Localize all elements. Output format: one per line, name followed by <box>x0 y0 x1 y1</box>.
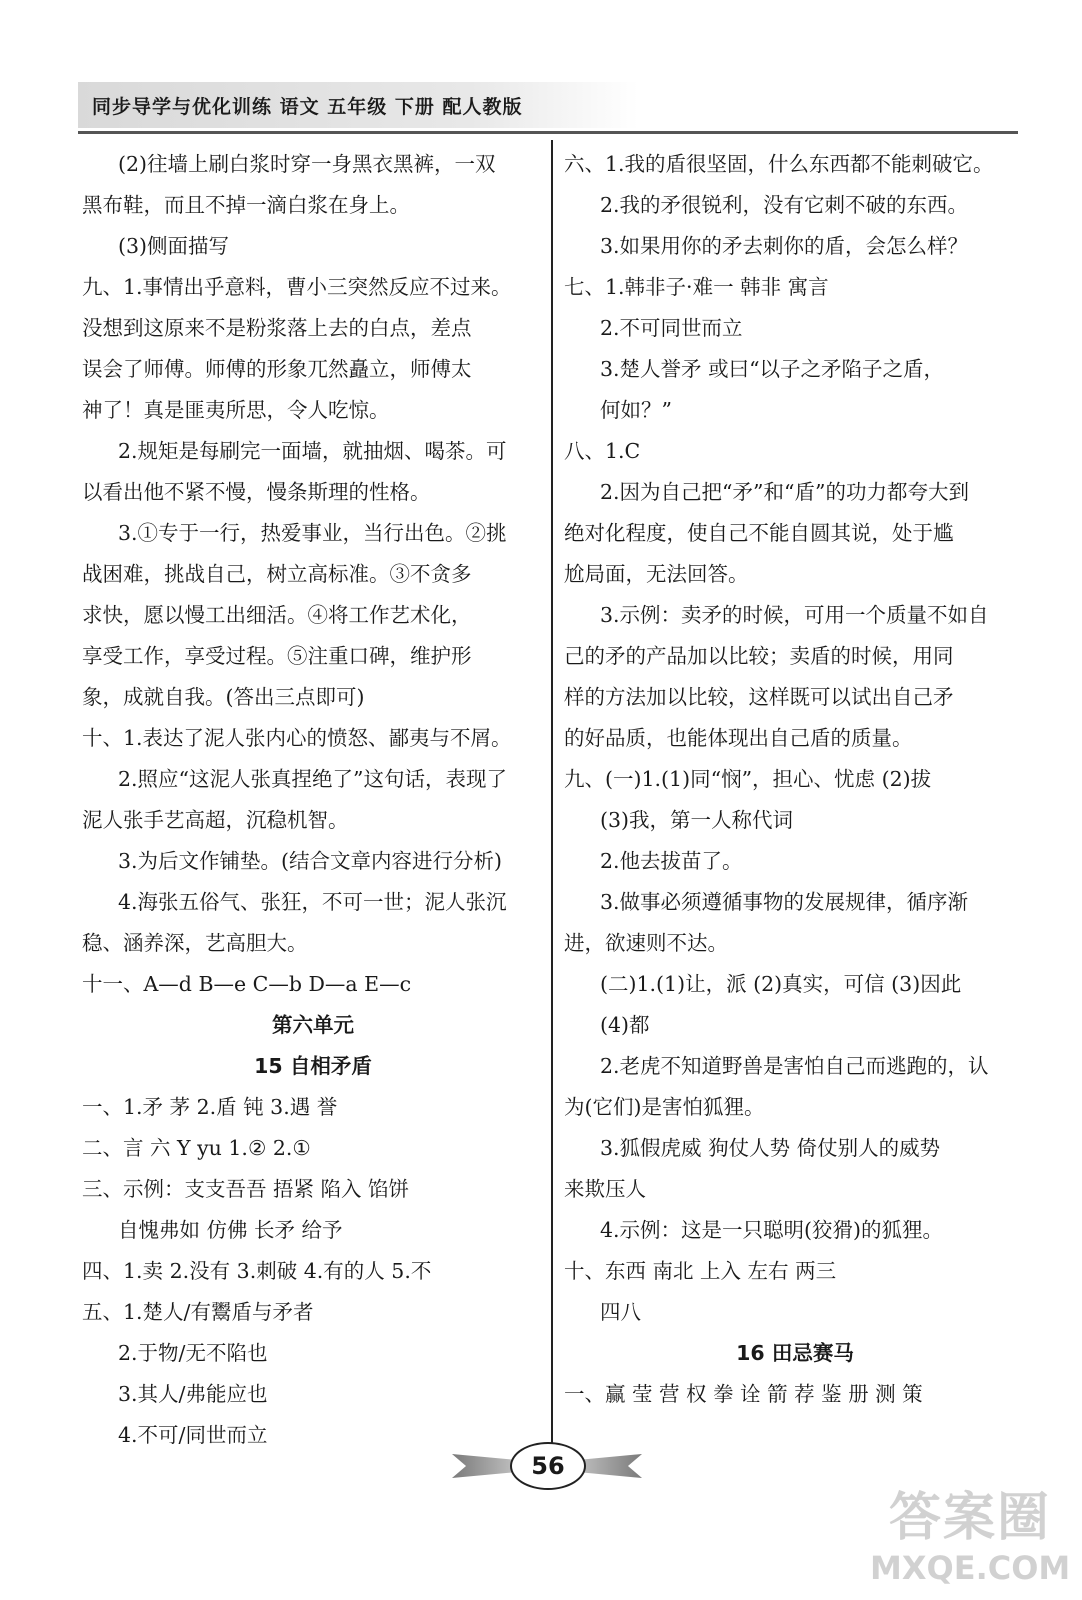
header-rule <box>78 131 1018 134</box>
right-column <box>564 144 1026 1415</box>
text-line: 以看出他不紧不慢，慢条斯理的性格。 <box>82 480 431 504</box>
page-number: 56 <box>510 1442 586 1490</box>
text-line: 尬局面，无法回答。 <box>564 562 749 586</box>
text-line: 的好品质，也能体现出自己盾的质量。 <box>564 726 913 750</box>
text-line: 何如？” <box>600 398 672 422</box>
text-line: 2.于物/无不陷也 <box>118 1341 268 1365</box>
text-line: 2.规矩是每刷完一面墙，就抽烟、喝茶。可 <box>118 439 507 463</box>
text-line: (二)1.(1)让，派 (2)真实，可信 (3)因此 <box>600 972 962 996</box>
text-line: 3.如果用你的矛去刺你的盾，会怎么样？ <box>600 234 969 258</box>
watermark-sub: MXQE.COM <box>870 1549 1071 1587</box>
text-line: 3.做事必须遵循事物的发展规律，循序渐 <box>600 890 969 914</box>
text-line: 十一、A—d B—e C—b D—a E—c <box>82 972 412 996</box>
text-line: 样的方法加以比较，这样既可以试出自己矛 <box>564 685 954 709</box>
text-line: 神了！真是匪夷所思，令人吃惊。 <box>82 398 390 422</box>
text-line: 自愧弗如 仿佛 长矛 给予 <box>118 1218 343 1242</box>
text-line: 二、言 六 Y yu 1.② 2.① <box>82 1136 311 1160</box>
text-line: 四八 <box>600 1300 641 1324</box>
text-line: 3.①专于一行，热爱事业，当行出色。②挑 <box>118 521 507 545</box>
text-line: 享受工作，享受过程。⑤注重口碑，维护形 <box>82 644 472 668</box>
text-line: (3)我，第一人称代词 <box>600 808 794 832</box>
text-line: 绝对化程度，使自己不能自圆其说，处于尴 <box>564 521 954 545</box>
text-line: (4)都 <box>600 1013 650 1037</box>
text-line: 3.其人/弗能应也 <box>118 1382 268 1406</box>
text-line: 2.我的矛很锐利，没有它刺不破的东西。 <box>600 193 969 217</box>
text-line: (3)侧面描写 <box>118 234 230 258</box>
text-line: 象，成就自我。(答出三点即可) <box>82 685 365 709</box>
column-divider <box>551 140 553 1445</box>
text-line: 七、1.韩非子·难一 韩非 寓言 <box>564 275 829 299</box>
text-line: 十、1.表达了泥人张内心的愤怒、鄙夷与不屑。 <box>82 726 512 750</box>
text-line: 2.他去拔苗了。 <box>600 849 743 873</box>
text-line: 2.因为自己把“矛”和“盾”的功力都夸大到 <box>600 480 969 504</box>
watermark-logo <box>870 1488 1070 1598</box>
text-line: 4.海张五俗气、张狂，不可一世；泥人张沉 <box>118 890 507 914</box>
lesson-title: 15 自相矛盾 <box>254 1054 372 1078</box>
text-line: 没想到这原来不是粉浆落上去的白点，差点 <box>82 316 472 340</box>
text-line: 五、1.楚人/有鬻盾与矛者 <box>82 1300 314 1324</box>
text-line: 4.不可/同世而立 <box>118 1423 268 1447</box>
text-line: 2.照应“这泥人张真捏绝了”这句话，表现了 <box>118 767 508 791</box>
page-footer <box>452 1440 642 1490</box>
text-line: 战困难，挑战自己，树立高标准。③不贪多 <box>82 562 472 586</box>
text-line: 进，欲速则不达。 <box>564 931 728 955</box>
text-line: 四、1.卖 2.没有 3.刺破 4.有的人 5.不 <box>82 1259 432 1283</box>
text-line: 八、1.C <box>564 439 641 463</box>
text-line: 稳、涵养深，艺高胆大。 <box>82 931 308 955</box>
text-line: 3.示例：卖矛的时候，可用一个质量不如自 <box>600 603 989 627</box>
lesson-title: 16 田忌赛马 <box>736 1341 854 1365</box>
unit-title: 第六单元 <box>272 1013 354 1037</box>
text-line: 2.不可同世而立 <box>600 316 743 340</box>
text-line: 4.示例：这是一只聪明(狡猾)的狐狸。 <box>600 1218 944 1242</box>
text-line: 泥人张手艺高超，沉稳机智。 <box>82 808 349 832</box>
watermark-main: 答案圈 <box>888 1488 1051 1548</box>
text-line: 3.狐假虎威 狗仗人势 倚仗别人的威势 <box>600 1136 941 1160</box>
text-line: 误会了师傅。师傅的形象兀然矗立，师傅太 <box>82 357 472 381</box>
text-line: 六、1.我的盾很坚固，什么东西都不能刺破它。 <box>564 152 994 176</box>
text-line: 十、东西 南北 上入 左右 两三 <box>564 1259 837 1283</box>
text-line: 一、1.矛 茅 2.盾 钝 3.遇 誉 <box>82 1095 338 1119</box>
text-line: 求快，愿以慢工出细活。④将工作艺术化， <box>82 603 472 627</box>
header-title: 同步导学与优化训练 语文 五年级 下册 配人教版 <box>92 96 523 118</box>
text-line: 2.老虎不知道野兽是害怕自己而逃跑的，认 <box>600 1054 989 1078</box>
text-line: (2)往墙上刷白浆时穿一身黑衣黑裤，一双 <box>118 152 496 176</box>
text-line: 一、赢 莹 营 权 拳 诠 箭 荐 鉴 册 测 策 <box>564 1382 923 1406</box>
text-line: 九、(一)1.(1)同“悯”，担心、忧虑 (2)拔 <box>564 767 932 791</box>
left-column <box>82 144 544 1456</box>
text-line: 3.为后文作铺垫。(结合文章内容进行分析) <box>118 849 503 873</box>
text-line: 九、1.事情出乎意料，曹小三突然反应不过来。 <box>82 275 512 299</box>
text-line: 黑布鞋，而且不掉一滴白浆在身上。 <box>82 193 410 217</box>
text-line: 为(它们)是害怕狐狸。 <box>564 1095 765 1119</box>
text-line: 3.楚人誉矛 或曰“以子之矛陷子之盾， <box>600 357 945 381</box>
text-line: 来欺压人 <box>564 1177 646 1201</box>
text-line: 三、示例：支支吾吾 捂紧 陷入 馅饼 <box>82 1177 410 1201</box>
text-line: 己的矛的产品加以比较；卖盾的时候，用同 <box>564 644 954 668</box>
